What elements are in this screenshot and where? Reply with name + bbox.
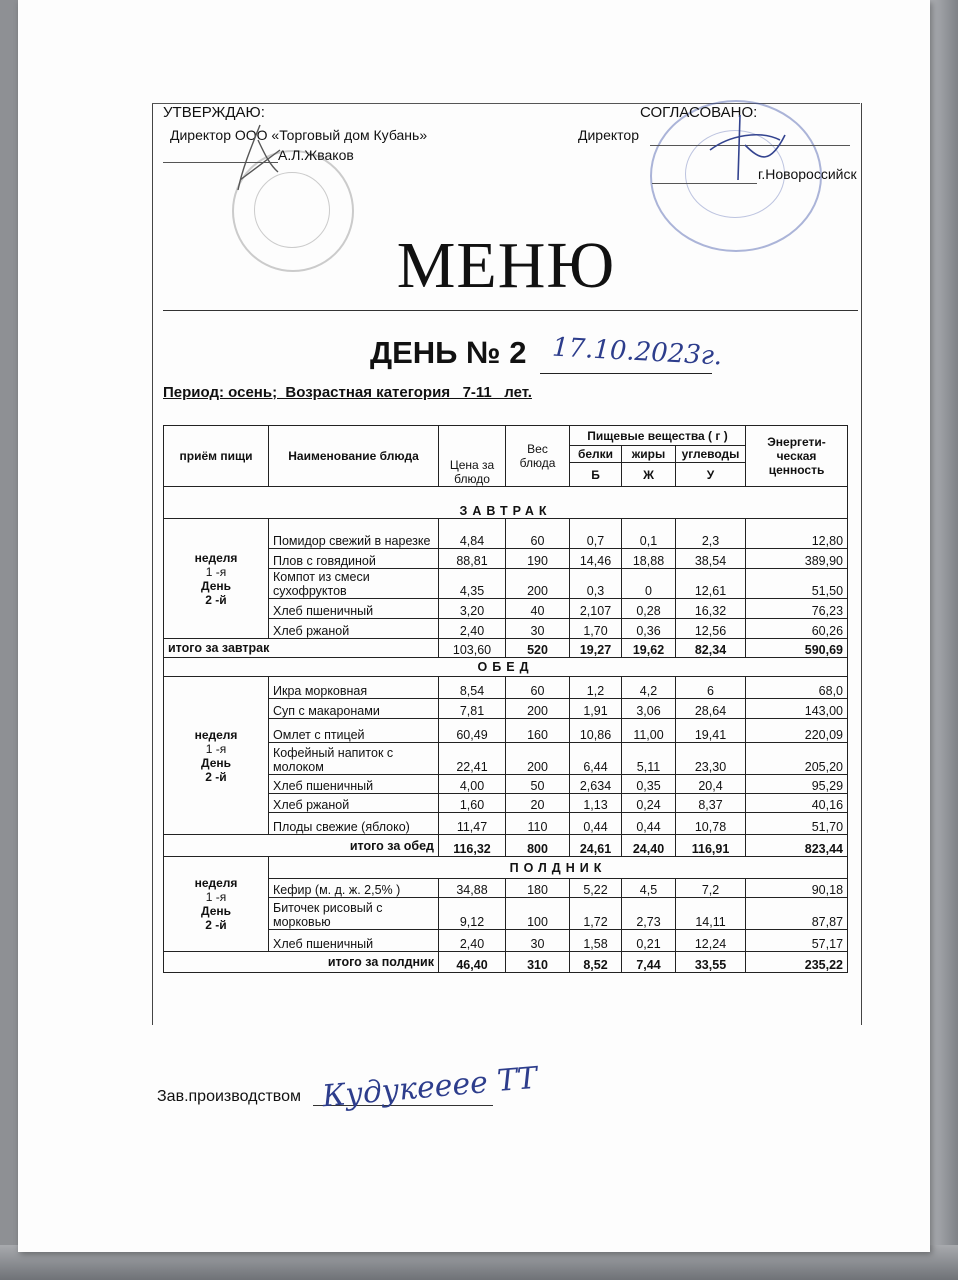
dish-name: Плоды свежие (яблоко)	[269, 813, 439, 835]
dish-protein: 1,70	[570, 619, 622, 639]
dish-fat: 0,21	[622, 930, 676, 952]
total-row-breakfast	[164, 639, 848, 658]
header-carbs: углеводы	[676, 446, 746, 463]
dish-carbs: 23,30	[676, 743, 746, 775]
group-day-num: 2 -й	[205, 769, 227, 784]
dish-energy: 220,09	[746, 719, 848, 743]
approved-name: А.Л.Жваков	[278, 147, 354, 163]
total-carbs: 82,34	[676, 639, 746, 658]
total-weight: 520	[506, 639, 570, 658]
dish-name: Хлеб пшеничный	[269, 599, 439, 619]
group-day: День	[201, 578, 231, 593]
dish-carbs: 7,2	[676, 879, 746, 898]
dish-fat: 11,00	[622, 719, 676, 743]
header-dish-name: Наименование блюда	[269, 426, 439, 487]
dish-fat: 4,5	[622, 879, 676, 898]
dish-price: 4,35	[439, 569, 506, 599]
dish-fat: 5,11	[622, 743, 676, 775]
total-row-lunch	[164, 835, 848, 857]
dish-protein: 5,22	[570, 879, 622, 898]
dish-protein: 1,72	[570, 898, 622, 930]
dish-carbs: 38,54	[676, 549, 746, 569]
header-weight: Вес блюда	[506, 426, 570, 487]
approved-label: УТВЕРЖДАЮ:	[163, 104, 265, 121]
dish-weight: 100	[506, 898, 570, 930]
dish-protein: 1,13	[570, 794, 622, 813]
dish-fat: 18,88	[622, 549, 676, 569]
header-b: Б	[570, 463, 622, 487]
group-day-num: 2 -й	[205, 918, 227, 932]
header-fat: жиры	[622, 446, 676, 463]
agreed-by: Директор	[578, 127, 639, 143]
header-energy: Энергети- ческая ценность	[746, 426, 848, 487]
dish-carbs: 10,78	[676, 813, 746, 835]
total-label: итого за завтрак	[164, 639, 439, 658]
group-week-num: 1 -я	[205, 564, 227, 579]
total-energy: 823,44	[746, 835, 848, 857]
dish-carbs: 16,32	[676, 599, 746, 619]
total-label: итого за обед	[164, 835, 439, 857]
dish-weight: 50	[506, 775, 570, 794]
dish-name: Хлеб пшеничный	[269, 930, 439, 952]
dish-energy: 90,18	[746, 879, 848, 898]
dish-carbs: 12,61	[676, 569, 746, 599]
dish-protein: 1,58	[570, 930, 622, 952]
header-u: У	[676, 463, 746, 487]
dish-name: Икра морковная	[269, 677, 439, 699]
total-energy: 590,69	[746, 639, 848, 658]
dish-energy: 57,17	[746, 930, 848, 952]
meal-group-snack	[164, 857, 269, 952]
dish-price: 11,47	[439, 813, 506, 835]
dish-price: 88,81	[439, 549, 506, 569]
dish-energy: 87,87	[746, 898, 848, 930]
dish-protein: 6,44	[570, 743, 622, 775]
total-weight: 310	[506, 952, 570, 973]
dish-energy: 40,16	[746, 794, 848, 813]
dish-protein: 2,107	[570, 599, 622, 619]
dish-carbs: 12,56	[676, 619, 746, 639]
dish-name: Помидор свежий в нарезке	[269, 519, 439, 549]
dish-energy: 205,20	[746, 743, 848, 775]
table-row	[164, 677, 848, 699]
total-carbs: 33,55	[676, 952, 746, 973]
dish-name: Омлет с птицей	[269, 719, 439, 743]
total-fat: 7,44	[622, 952, 676, 973]
dish-name: Биточек рисовый с морковью	[269, 898, 439, 930]
day-date-handwritten: 17.10.2023г.	[551, 332, 723, 372]
dish-price: 9,12	[439, 898, 506, 930]
dish-protein: 1,2	[570, 677, 622, 699]
group-week-num: 1 -я	[205, 741, 227, 756]
dish-fat: 0,35	[622, 775, 676, 794]
approved-signature	[230, 120, 290, 195]
dish-energy: 60,26	[746, 619, 848, 639]
dish-carbs: 6	[676, 677, 746, 699]
dish-weight: 20	[506, 794, 570, 813]
header-protein: белки	[570, 446, 622, 463]
dish-carbs: 20,4	[676, 775, 746, 794]
section-breakfast: ЗАВТРАК	[164, 487, 848, 519]
group-day-num: 2 -й	[205, 592, 227, 607]
total-fat: 19,62	[622, 639, 676, 658]
table-row	[164, 857, 848, 879]
dish-fat: 0	[622, 569, 676, 599]
group-week: неделя	[194, 550, 238, 565]
dish-price: 3,20	[439, 599, 506, 619]
dish-weight: 200	[506, 743, 570, 775]
dish-fat: 4,2	[622, 677, 676, 699]
dish-weight: 160	[506, 719, 570, 743]
dish-price: 1,60	[439, 794, 506, 813]
header-meal: приём пищи	[164, 426, 269, 487]
group-week: неделя	[194, 876, 238, 890]
dish-protein: 0,44	[570, 813, 622, 835]
total-protein: 24,61	[570, 835, 622, 857]
dish-carbs: 8,37	[676, 794, 746, 813]
dish-name: Суп с макаронами	[269, 699, 439, 719]
total-weight: 800	[506, 835, 570, 857]
dish-name: Кофейный напиток с молоком	[269, 743, 439, 775]
agreed-signature	[700, 110, 790, 190]
agreed-city: г.Новороссийск	[758, 166, 857, 182]
dish-name: Плов с говядиной	[269, 549, 439, 569]
dish-weight: 190	[506, 549, 570, 569]
section-lunch: ОБЕД	[164, 658, 848, 677]
dish-carbs: 19,41	[676, 719, 746, 743]
production-manager-label: Зав.производством	[157, 1088, 301, 1105]
dish-price: 2,40	[439, 930, 506, 952]
dish-fat: 2,73	[622, 898, 676, 930]
dish-weight: 110	[506, 813, 570, 835]
total-row-snack	[164, 952, 848, 973]
dish-protein: 10,86	[570, 719, 622, 743]
group-day: День	[201, 755, 231, 770]
dish-name: Хлеб ржаной	[269, 794, 439, 813]
dish-carbs: 14,11	[676, 898, 746, 930]
dish-protein: 0,3	[570, 569, 622, 599]
total-fat: 24,40	[622, 835, 676, 857]
dish-price: 7,81	[439, 699, 506, 719]
dish-carbs: 2,3	[676, 519, 746, 549]
dish-weight: 30	[506, 930, 570, 952]
group-week-num: 1 -я	[205, 890, 227, 904]
dish-fat: 0,1	[622, 519, 676, 549]
dish-energy: 51,50	[746, 569, 848, 599]
meal-group-breakfast	[164, 519, 269, 639]
dish-name: Хлеб ржаной	[269, 619, 439, 639]
total-energy: 235,22	[746, 952, 848, 973]
production-manager-signature: Кудукееее ТТ	[320, 1060, 539, 1115]
dish-weight: 180	[506, 879, 570, 898]
dish-price: 34,88	[439, 879, 506, 898]
dish-price: 22,41	[439, 743, 506, 775]
dish-weight: 200	[506, 569, 570, 599]
day-date-line	[540, 373, 712, 374]
dish-fat: 0,24	[622, 794, 676, 813]
dish-energy: 389,90	[746, 549, 848, 569]
menu-title: МЕНЮ	[396, 229, 616, 302]
meal-group-lunch	[164, 677, 269, 835]
dish-fat: 0,44	[622, 813, 676, 835]
dish-energy: 143,00	[746, 699, 848, 719]
dish-fat: 0,28	[622, 599, 676, 619]
dish-weight: 40	[506, 599, 570, 619]
day-number: ДЕНЬ № 2	[370, 335, 527, 370]
dish-energy: 68,0	[746, 677, 848, 699]
total-price: 116,32	[439, 835, 506, 857]
dish-energy: 51,70	[746, 813, 848, 835]
dish-carbs: 12,24	[676, 930, 746, 952]
total-price: 46,40	[439, 952, 506, 973]
dish-weight: 60	[506, 677, 570, 699]
dish-fat: 0,36	[622, 619, 676, 639]
agreed-label: СОГЛАСОВАНО:	[640, 104, 758, 121]
dish-fat: 3,06	[622, 699, 676, 719]
header-nutrients: Пищевые вещества ( г )	[570, 426, 746, 446]
approved-by: Директор ООО «Торговый дом Кубань»	[170, 127, 428, 143]
total-price: 103,60	[439, 639, 506, 658]
period-line: Период: осень; Возрастная категория 7-11 лет.	[163, 384, 532, 401]
total-carbs: 116,91	[676, 835, 746, 857]
dish-weight: 200	[506, 699, 570, 719]
dish-energy: 95,29	[746, 775, 848, 794]
total-label: итого за полдник	[164, 952, 439, 973]
dish-protein: 0,7	[570, 519, 622, 549]
dish-weight: 60	[506, 519, 570, 549]
dish-protein: 1,91	[570, 699, 622, 719]
dish-price: 2,40	[439, 619, 506, 639]
table-row	[164, 519, 848, 549]
total-protein: 8,52	[570, 952, 622, 973]
dish-name: Кефир (м. д. ж. 2,5% )	[269, 879, 439, 898]
dish-name: Компот из смеси сухофруктов	[269, 569, 439, 599]
section-snack: ПОЛДНИК	[269, 857, 848, 879]
group-week: неделя	[194, 727, 238, 742]
dish-protein: 2,634	[570, 775, 622, 794]
dish-weight: 30	[506, 619, 570, 639]
dish-price: 60,49	[439, 719, 506, 743]
menu-table	[163, 425, 848, 973]
header-price: Цена за блюдо	[439, 426, 506, 487]
dish-name: Хлеб пшеничный	[269, 775, 439, 794]
dish-carbs: 28,64	[676, 699, 746, 719]
dish-protein: 14,46	[570, 549, 622, 569]
dish-energy: 76,23	[746, 599, 848, 619]
total-protein: 19,27	[570, 639, 622, 658]
dish-price: 4,84	[439, 519, 506, 549]
header-zh: Ж	[622, 463, 676, 487]
title-rule	[163, 310, 858, 311]
group-day: День	[201, 904, 231, 918]
dish-energy: 12,80	[746, 519, 848, 549]
dish-price: 4,00	[439, 775, 506, 794]
dish-price: 8,54	[439, 677, 506, 699]
